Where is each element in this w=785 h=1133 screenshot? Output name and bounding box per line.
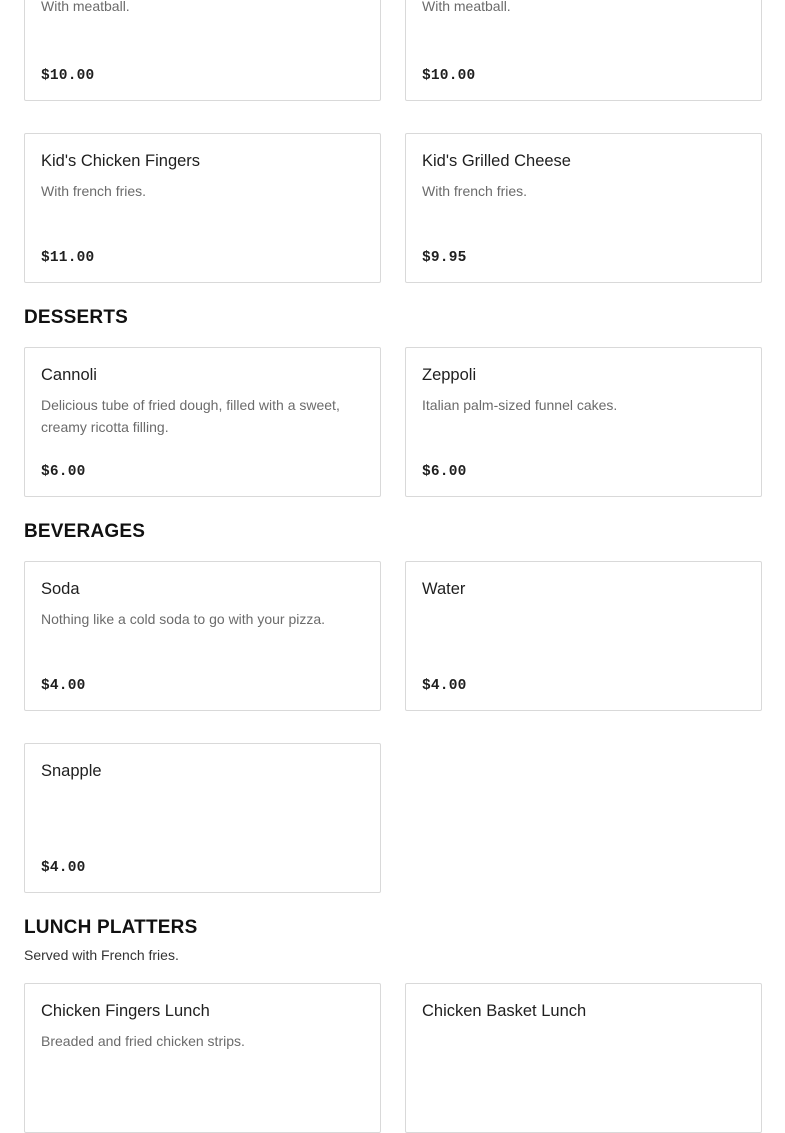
menu-item-card[interactable]	[405, 0, 762, 101]
item-name: Chicken Fingers Lunch	[41, 1002, 210, 1020]
menu-item-zeppoli[interactable]	[405, 347, 762, 497]
menu-item-kids-chicken-fingers[interactable]	[24, 133, 381, 283]
item-name: Kid's Chicken Fingers	[41, 152, 201, 170]
menu-item-water[interactable]	[405, 561, 762, 711]
menu-item-soda[interactable]	[24, 561, 381, 711]
item-price: $9.95	[422, 250, 467, 266]
section-title-beverages: BEVERAGES	[24, 521, 146, 542]
item-description: With french fries.	[422, 183, 528, 199]
item-description: Breaded and fried chicken strips.	[41, 1033, 245, 1049]
item-description: With french fries.	[41, 183, 147, 199]
item-name: Chicken Basket Lunch	[422, 1002, 587, 1020]
item-description: With meatball.	[41, 0, 130, 14]
item-price: $6.00	[422, 464, 467, 480]
section-title-lunch-platters: LUNCH PLATTERS	[24, 917, 198, 938]
item-name: Snapple	[41, 762, 102, 780]
menu-item-cannoli[interactable]	[24, 347, 381, 497]
item-description: Delicious tube of fried dough, filled with a sweet, creamy ricotta filling.	[41, 397, 340, 435]
item-name: Water	[422, 580, 466, 598]
item-description: Nothing like a cold soda to go with your pizza.	[41, 611, 326, 627]
menu-item-card[interactable]	[24, 0, 381, 101]
menu-item-snapple[interactable]	[24, 743, 381, 893]
menu-item-chicken-fingers-lunch[interactable]	[24, 983, 381, 1133]
section-subtitle: Served with French fries.	[24, 947, 179, 963]
item-price: $10.00	[422, 68, 476, 84]
item-description: Italian palm-sized funnel cakes.	[422, 397, 618, 413]
item-price: $4.00	[41, 678, 86, 694]
menu-item-kids-grilled-cheese[interactable]	[405, 133, 762, 283]
item-price: $6.00	[41, 464, 86, 480]
item-price: $4.00	[41, 860, 86, 876]
item-description: With meatball.	[422, 0, 511, 14]
section-title-desserts: DESSERTS	[24, 307, 129, 328]
item-name: Soda	[41, 580, 80, 598]
item-price: $10.00	[41, 68, 95, 84]
item-name: Cannoli	[41, 366, 97, 384]
item-name: Zeppoli	[422, 366, 477, 384]
item-name: Kid's Grilled Cheese	[422, 152, 571, 170]
menu-item-chicken-basket-lunch[interactable]	[405, 983, 762, 1133]
item-price: $11.00	[41, 250, 95, 266]
item-price: $4.00	[422, 678, 467, 694]
